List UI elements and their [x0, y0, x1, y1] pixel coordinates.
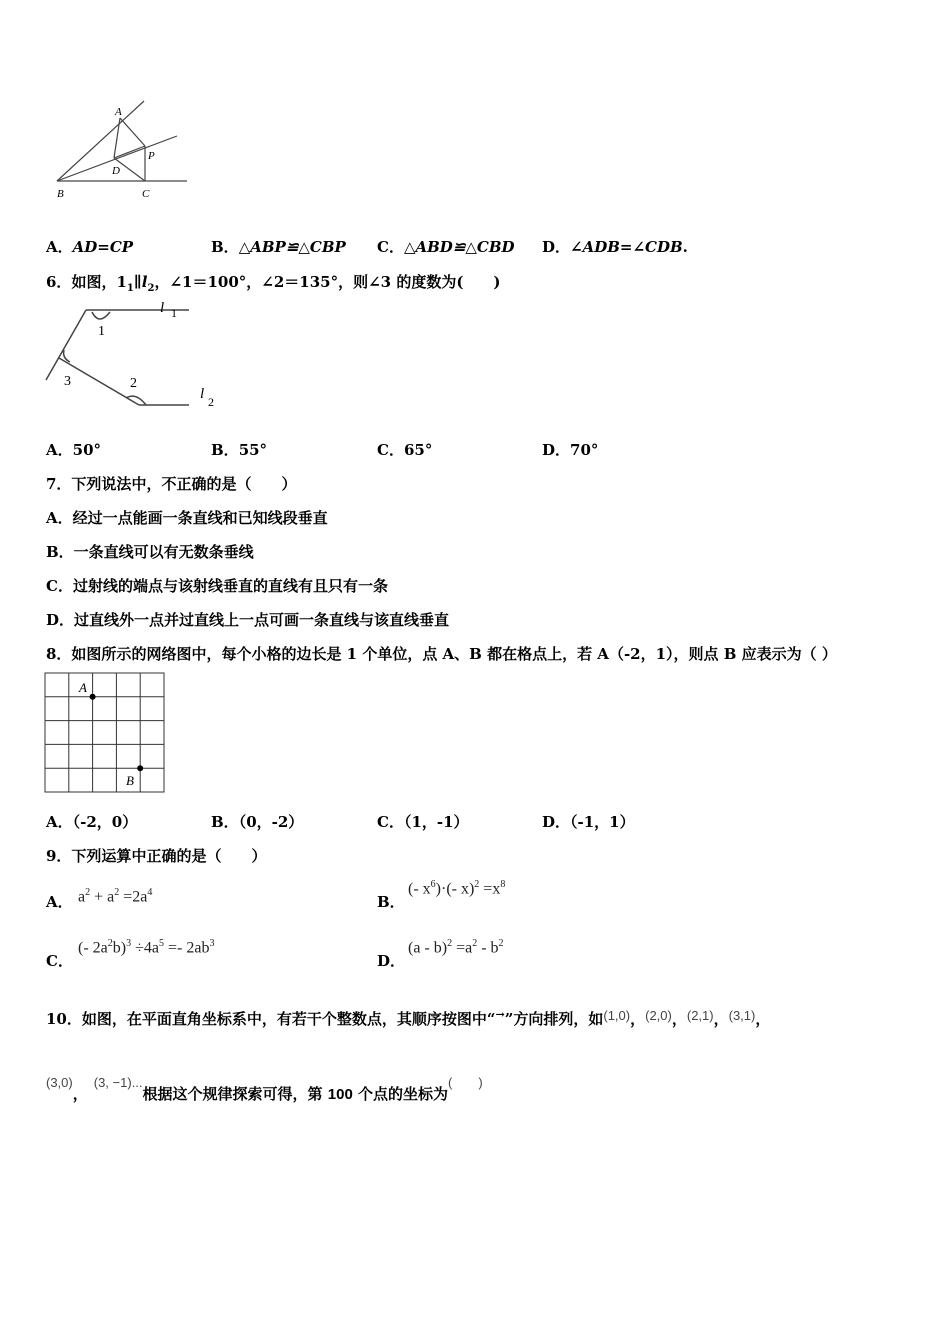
q10-stem-post-post: 个点的坐标为	[352, 1085, 449, 1103]
q9-d-p5: 2	[498, 938, 504, 949]
q5-option-d-dot: .	[682, 238, 688, 256]
q6-stem-pre: 如图，1	[71, 273, 127, 291]
q9-a-p1: 2	[85, 887, 91, 898]
q10-point-5: (3,0)	[46, 1075, 73, 1090]
q6-figure	[44, 298, 229, 416]
q5-option-c-letter: C．	[377, 238, 404, 256]
q9-d-p1: 2	[447, 938, 453, 949]
q9-a-p2: + a	[90, 888, 115, 906]
q8-option-d	[542, 811, 635, 832]
q7-option-c: C．过射线的端点与该射线垂直的直线有且只有一条	[46, 577, 388, 595]
q10-sep-1: ，	[630, 1010, 646, 1028]
q5-option-c	[377, 236, 515, 257]
q7-option-d: D．过直线外一点并过直线上一点可画一条直线与该直线垂直	[46, 611, 450, 629]
q9-c-p4: ÷4a	[131, 939, 159, 957]
q8-stem: 8．如图所示的网络图中，每个小格的边长是 1 个单位，点 A、B 都在格点上，若 A（-2，1），则点 B 应表示为（ ）	[46, 645, 837, 663]
q9-stem: 9．下列运算中正确的是（ ）	[46, 847, 267, 865]
q9-option-a-letter: A．	[46, 893, 73, 911]
q6-angle1-arc	[92, 312, 110, 319]
q5-label-d: D	[112, 165, 120, 177]
q9-a-p3: 2	[114, 887, 120, 898]
q9-d-p3: 2	[472, 938, 478, 949]
q10-sep-4: ，	[755, 1010, 771, 1028]
q9-c-p2: b)	[112, 939, 127, 957]
q10-sep-3: ，	[713, 1010, 729, 1028]
q10-arrow-glyph: →	[495, 1008, 505, 1021]
q7-option-a: A．经过一点能画一条直线和已知线段垂直	[46, 509, 328, 527]
q5-line-ad	[114, 118, 120, 158]
q9-c-p7: 3	[209, 938, 215, 949]
q6-angle3-arc	[64, 350, 70, 362]
q6-option-a-letter: A．	[46, 441, 73, 459]
q8-option-a-text: （-2，0）	[72, 813, 138, 831]
q10-point-2: (2,0)	[645, 1008, 672, 1023]
q5-option-a	[46, 236, 133, 257]
q9-b-p2: )·(- x)	[435, 880, 475, 898]
q6-option-d	[542, 439, 598, 460]
q9-a-p0: a	[78, 888, 86, 906]
q6-option-d-text: 70°	[570, 441, 599, 459]
q6-label-angle3: 3	[64, 374, 71, 389]
q9-d-p0: (a - b)	[408, 939, 448, 957]
q8-label-b: B	[126, 773, 134, 788]
q5-option-a-text: AD=CP	[72, 238, 134, 256]
q6-label-l2: l	[200, 386, 205, 402]
q6-label-l1: l	[160, 300, 165, 316]
q10-stem-pre: 10．如图，在平面直角坐标系中，有若干个整数点，其顺序按图中“	[46, 1010, 496, 1028]
q9-option-a-expr	[78, 887, 152, 906]
q10-stem-mid: ”方向排列，如	[504, 1010, 604, 1028]
q8-option-b-text: （0，-2）	[238, 813, 304, 831]
q8-option-c	[377, 811, 469, 832]
q6-option-b-letter: B．	[211, 441, 239, 459]
q9-d-p4: - b	[477, 939, 499, 957]
q5-figure	[52, 96, 192, 206]
q9-b-p4: =x	[479, 880, 501, 898]
q8-grid	[44, 672, 166, 795]
q6-option-c-letter: C．	[377, 441, 404, 459]
q9-c-p1: 2	[107, 938, 113, 949]
q6-label-angle1: 1	[98, 324, 105, 339]
q10-point-1: (1,0)	[603, 1008, 631, 1023]
q10-ellipsis: ...	[131, 1075, 143, 1090]
q10-point-6: (3, −1)	[93, 1075, 132, 1090]
q5-option-b-letter: B．	[211, 238, 239, 256]
q6-l2: l	[141, 273, 148, 291]
q10-number: 100	[327, 1086, 353, 1103]
q5-label-p: P	[148, 150, 155, 162]
q6-sub2: 2	[147, 283, 155, 294]
q9-option-c-letter: C．	[46, 952, 73, 970]
q6-option-c	[377, 439, 432, 460]
q8-option-a-letter: A．	[46, 813, 73, 831]
q6-label-l1-sub: 1	[171, 306, 177, 320]
q5-option-b-text: △ABP≌△CBP	[238, 238, 346, 256]
q9-b-p0: (- x	[408, 880, 431, 898]
q8-label-a: A	[79, 680, 87, 695]
q6-option-a	[46, 439, 101, 460]
q10-stem-line1	[46, 1008, 770, 1029]
q5-line-dp	[114, 146, 145, 158]
q10-sep-5: ，	[72, 1085, 88, 1103]
q9-b-p5: 8	[500, 879, 506, 890]
q5-line-ba	[57, 101, 144, 181]
q10-stem-post-pre: 根据这个规律探索可得，第	[142, 1085, 328, 1103]
q6-stem-post: ，∠1＝100°，∠2＝135°，则∠3 的度数为( )	[154, 273, 501, 291]
q9-d-p2: =a	[452, 939, 473, 957]
q7-option-b: B．一条直线可以有无数条垂线	[46, 543, 254, 561]
q10-point-4: (3,1)	[728, 1008, 756, 1023]
q8-option-b	[211, 811, 303, 832]
q6-option-a-text: 50°	[72, 441, 102, 459]
q8-point-a	[90, 694, 96, 700]
q5-option-b	[211, 236, 346, 257]
q9-a-p4: =2a	[119, 888, 148, 906]
q5-label-c: C	[142, 188, 150, 200]
q5-option-a-letter: A．	[46, 238, 73, 256]
q6-number: 6．	[46, 273, 72, 291]
q9-c-p3: 3	[126, 938, 132, 949]
q9-b-p1: 6	[430, 879, 436, 890]
q10-answer-paren: ( )	[448, 1075, 483, 1090]
q9-option-c-expr	[78, 938, 214, 957]
q9-c-p5: 5	[158, 938, 164, 949]
q5-option-d-letter: D．	[542, 238, 571, 256]
q10-stem-line2	[46, 1072, 483, 1104]
q8-option-b-letter: B．	[211, 813, 239, 831]
q9-a-p5: 4	[147, 887, 153, 898]
q9-option-d-expr	[408, 938, 504, 957]
q8-option-a	[46, 811, 137, 832]
q6-sub1: 1	[126, 283, 134, 294]
q5-label-a: A	[115, 106, 122, 118]
q9-option-b-letter: B．	[377, 893, 405, 911]
q7-stem: 7．下列说法中，不正确的是（ ）	[46, 475, 297, 493]
q6-label-l2-sub: 2	[208, 395, 214, 409]
q10-sep-2: ，	[671, 1010, 687, 1028]
q8-option-c-letter: C．	[377, 813, 404, 831]
q8-grid-border	[45, 673, 164, 792]
q9-option-b-expr	[408, 879, 505, 898]
q6-option-d-letter: D．	[542, 441, 571, 459]
q9-b-p3: 2	[474, 879, 480, 890]
q5-option-c-text: △ABD≌△CBD	[403, 238, 515, 256]
q9-c-p6: =- 2ab	[163, 939, 210, 957]
q6-parallel: ∥	[133, 273, 142, 291]
q6-option-c-text: 65°	[403, 441, 433, 459]
q8-point-b	[137, 765, 143, 771]
q5-option-d	[542, 236, 688, 257]
q8-option-d-letter: D．	[542, 813, 571, 831]
q6-label-angle2: 2	[130, 376, 137, 391]
q8-option-d-text: （-1，1）	[570, 813, 635, 831]
q10-point-3: (2,1)	[686, 1008, 714, 1023]
q6-option-b-text: 55°	[238, 441, 268, 459]
q6-stem	[46, 271, 501, 294]
q5-option-d-text: ∠ADB=∠CDB	[570, 238, 683, 256]
q6-option-b	[211, 439, 267, 460]
q9-option-d-letter: D．	[377, 952, 406, 970]
q9-c-p0: (- 2a	[78, 939, 108, 957]
q8-option-c-text: （1，-1）	[403, 813, 469, 831]
q5-line-ap	[120, 118, 145, 146]
q5-label-b: B	[57, 188, 64, 200]
